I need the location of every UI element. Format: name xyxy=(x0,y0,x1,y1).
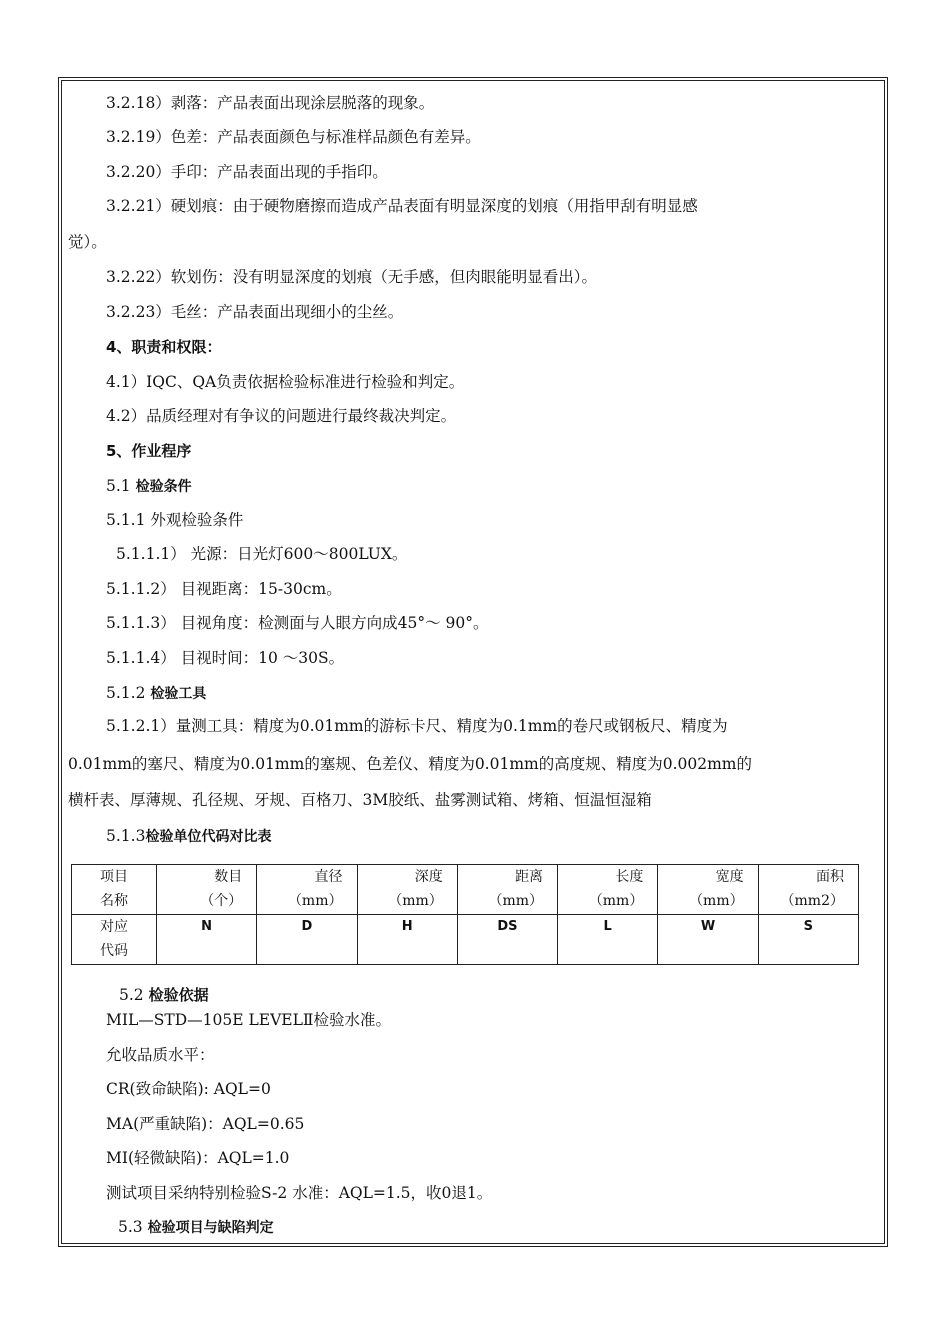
table-cell-code: D xyxy=(257,915,357,965)
table-row xyxy=(72,915,859,965)
unit-code-table xyxy=(71,864,859,965)
inspection-standard: MIL—STD—105E LEVELⅡ检验水准。 xyxy=(106,1011,391,1029)
table-cell-header: 距离 （mm） xyxy=(457,865,557,915)
duty-4-2: 4.2）品质经理对有争议的问题进行最终裁决判定。 xyxy=(106,407,457,425)
section-title: 检验单位代码对比表 xyxy=(145,829,272,845)
section-5-1-heading xyxy=(106,476,192,497)
def-peeling: 3.2.18）剥落：产品表面出现涂层脱落的现象。 xyxy=(106,94,435,112)
table-cell-header: 宽度 （mm） xyxy=(658,865,758,915)
cond-light-source: 5.1.1.1） 光源：日光灯600～800LUX。 xyxy=(116,545,408,563)
tools-line-2: 0.01mm的塞尺、精度为0.01mm的塞规、色差仪、精度为0.01mm的高度规、精度为0.002mm的 xyxy=(68,755,752,773)
table-cell-header: 面积 （mm2） xyxy=(758,865,858,915)
cond-view-distance: 5.1.1.2） 目视距离：15-30cm。 xyxy=(106,580,342,598)
section-5-3-heading xyxy=(118,1217,274,1238)
def-soft-scratch: 3.2.22）软划伤：没有明显深度的划痕（无手感，但肉眼能明显看出）。 xyxy=(106,268,598,286)
def-hard-scratch-cont: 觉）。 xyxy=(68,233,107,251)
section-5-heading: 5、作业程序 xyxy=(106,442,192,460)
section-5-1-3-heading xyxy=(106,826,271,847)
table-cell-header: 直径 （mm） xyxy=(257,865,357,915)
cond-view-time: 5.1.1.4） 目视时间：10 ～30S。 xyxy=(106,649,345,667)
def-fiber: 3.2.23）毛丝：产品表面出现细小的尘丝。 xyxy=(106,303,404,321)
section-number: 5.1.2 xyxy=(106,684,146,702)
table-cell-code-label: 对应 代码 xyxy=(72,915,157,965)
aql-critical: CR(致命缺陷): AQL=0 xyxy=(106,1080,271,1098)
section-5-1-1: 5.1.1 外观检验条件 xyxy=(106,511,244,529)
section-number: 5.1.3 xyxy=(106,827,146,845)
table-row xyxy=(72,865,859,915)
table-cell-item-name: 项目 名称 xyxy=(72,865,157,915)
section-5-1-2-heading xyxy=(106,683,206,704)
aql-major: MA(严重缺陷)：AQL=0.65 xyxy=(106,1115,305,1133)
section-4-heading: 4、职责和权限： xyxy=(106,338,222,356)
table-cell-header: 长度 （mm） xyxy=(558,865,658,915)
tools-line-3: 横杆表、厚薄规、孔径规、牙规、百格刀、3M胶纸、盐雾测试箱、烤箱、恒温恒湿箱 xyxy=(68,791,652,809)
table-cell-code: N xyxy=(156,915,256,965)
section-title: 检验条件 xyxy=(135,479,192,495)
section-title: 检验工具 xyxy=(150,686,207,702)
section-title: 检验依据 xyxy=(148,986,209,1004)
cond-view-angle: 5.1.1.3） 目视角度：检测面与人眼方向成45°～ 90°。 xyxy=(106,614,489,632)
section-number: 5.2 xyxy=(119,986,144,1004)
tools-line-1: 5.1.2.1）量测工具：精度为0.01mm的游标卡尺、精度为0.1mm的卷尺或钢板尺、精度为 xyxy=(106,717,728,735)
aql-heading: 允收品质水平： xyxy=(106,1046,215,1064)
section-5-2-heading xyxy=(119,985,209,1005)
def-color-difference: 3.2.19）色差：产品表面颜色与标准样品颜色有差异。 xyxy=(106,128,481,146)
section-number: 5.3 xyxy=(118,1218,143,1236)
section-number: 5.1 xyxy=(106,477,131,495)
table-cell-header: 深度 （mm） xyxy=(357,865,457,915)
table-cell-code: W xyxy=(658,915,758,965)
table-cell-code: S xyxy=(758,915,858,965)
section-title: 检验项目与缺陷判定 xyxy=(147,1220,274,1236)
aql-minor: MI(轻微缺陷)：AQL=1.0 xyxy=(106,1149,290,1167)
def-hard-scratch: 3.2.21）硬划痕：由于硬物磨擦而造成产品表面有明显深度的划痕（用指甲刮有明显感 xyxy=(106,197,698,215)
table-cell-code: H xyxy=(357,915,457,965)
aql-special-test: 测试项目采纳特别检验S-2 水准：AQL=1.5，收0退1。 xyxy=(106,1184,493,1202)
table-cell-code: DS xyxy=(457,915,557,965)
def-fingerprint: 3.2.20）手印：产品表面出现的手指印。 xyxy=(106,163,388,181)
duty-4-1: 4.1）IQC、QA负责依据检验标准进行检验和判定。 xyxy=(106,373,465,391)
table-cell-header: 数目 （个） xyxy=(156,865,256,915)
table-cell-code: L xyxy=(558,915,658,965)
